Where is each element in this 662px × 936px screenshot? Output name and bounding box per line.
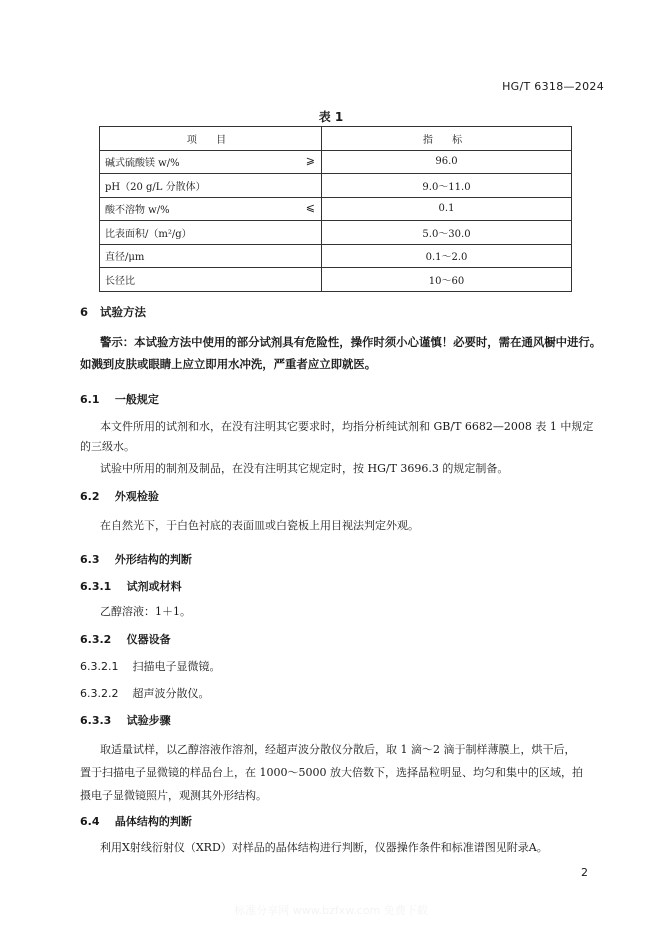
s6-3-3-line-2: 置于扫描电子显微镜的样品台上，在 1000～5000 放大倍数下，选择晶粒明显、均匀和集中的区域，拍 xyxy=(80,766,583,779)
spec-table xyxy=(99,126,572,292)
section-6-3-2-heading: 6.3.2 仪器设备 xyxy=(80,633,171,646)
section-6-2-heading: 6.2 外观检验 xyxy=(80,490,159,503)
section-6-3-3-heading: 6.3.3 试验步骤 xyxy=(80,714,171,727)
table-row xyxy=(100,244,572,268)
s6-1-para-1-line-2: 的三级水。 xyxy=(80,440,135,453)
row-value: 9.0～11.0 xyxy=(322,174,572,198)
row-value: 5.0～30.0 xyxy=(322,221,572,245)
section-6-1-heading: 6.1 一般规定 xyxy=(80,393,159,406)
table-row xyxy=(100,197,572,221)
s6-3-2-2-item: 6.3.2.2 超声波分散仪。 xyxy=(80,687,210,700)
standard-number: HG/T 6318—2024 xyxy=(502,80,604,93)
row-item: pH（20 g/L 分散体） xyxy=(100,174,322,198)
watermark: 标准分享网 www.bzfxw.com 免费下载 xyxy=(234,904,428,917)
section-6-4-heading: 6.4 晶体结构的判断 xyxy=(80,815,192,828)
table-row xyxy=(100,174,572,198)
row-value: 0.1 xyxy=(322,197,572,221)
op-symbol: ⩽ xyxy=(305,200,315,214)
s6-2-para: 在自然光下，于白色衬底的表面皿或白瓷板上用目视法判定外观。 xyxy=(100,519,419,532)
table-row xyxy=(100,150,572,174)
section-6-heading: 6 试验方法 xyxy=(80,305,147,319)
s6-1-para-2: 试验中所用的制剂及制品，在没有注明其它规定时，按 HG/T 3696.3 的规定制备。 xyxy=(100,462,509,475)
table-row xyxy=(100,268,572,292)
table-header-row xyxy=(100,127,572,151)
row-value: 0.1～2.0 xyxy=(322,244,572,268)
row-value: 10～60 xyxy=(322,268,572,292)
row-item: 酸不溶物 w/% ⩽ xyxy=(100,197,322,221)
section-6-3-1-heading: 6.3.1 试剂或材料 xyxy=(80,580,182,593)
op-symbol: ⩾ xyxy=(305,153,315,167)
warning-line-2: 如溅到皮肤或眼睛上应立即用水冲洗，严重者应立即就医。 xyxy=(80,357,377,371)
row-item: 直径/μm xyxy=(100,244,322,268)
table-caption: 表 1 xyxy=(318,110,344,124)
header-item: 项 目 xyxy=(100,127,322,151)
row-item: 碱式硫酸镁 w/% ⩾ xyxy=(100,150,322,174)
s6-3-3-line-1: 取适量试样，以乙醇溶液作溶剂，经超声波分散仪分散后，取 1 滴～2 滴于制样薄膜上，烘干后， xyxy=(100,743,576,756)
s6-3-1-para: 乙醇溶液：1＋1。 xyxy=(100,605,191,618)
warning-line-1: 警示：本试验方法中使用的部分试剂具有危险性，操作时须小心谨慎！必要时，需在通风橱中进行。 xyxy=(100,335,602,349)
section-6-3-heading: 6.3 外形结构的判断 xyxy=(80,553,192,566)
page-number: 2 xyxy=(581,866,588,879)
header-index: 指 标 xyxy=(322,127,572,151)
s6-4-para: 利用X射线衍射仪（XRD）对样品的晶体结构进行判断，仪器操作条件和标准谱图见附录A。 xyxy=(100,841,548,854)
row-item: 长径比 xyxy=(100,268,322,292)
table-row xyxy=(100,221,572,245)
row-item: 比表面积/（m²/g） xyxy=(100,221,322,245)
s6-1-para-1-line-1: 本文件所用的试剂和水，在没有注明其它要求时，均指分析纯试剂和 GB/T 6682—2008 表 1 中规定 xyxy=(100,420,594,433)
s6-3-3-line-3: 摄电子显微镜照片，观测其外形结构。 xyxy=(80,789,267,802)
row-value: 96.0 xyxy=(322,150,572,174)
s6-3-2-1-item: 6.3.2.1 扫描电子显微镜。 xyxy=(80,660,221,673)
